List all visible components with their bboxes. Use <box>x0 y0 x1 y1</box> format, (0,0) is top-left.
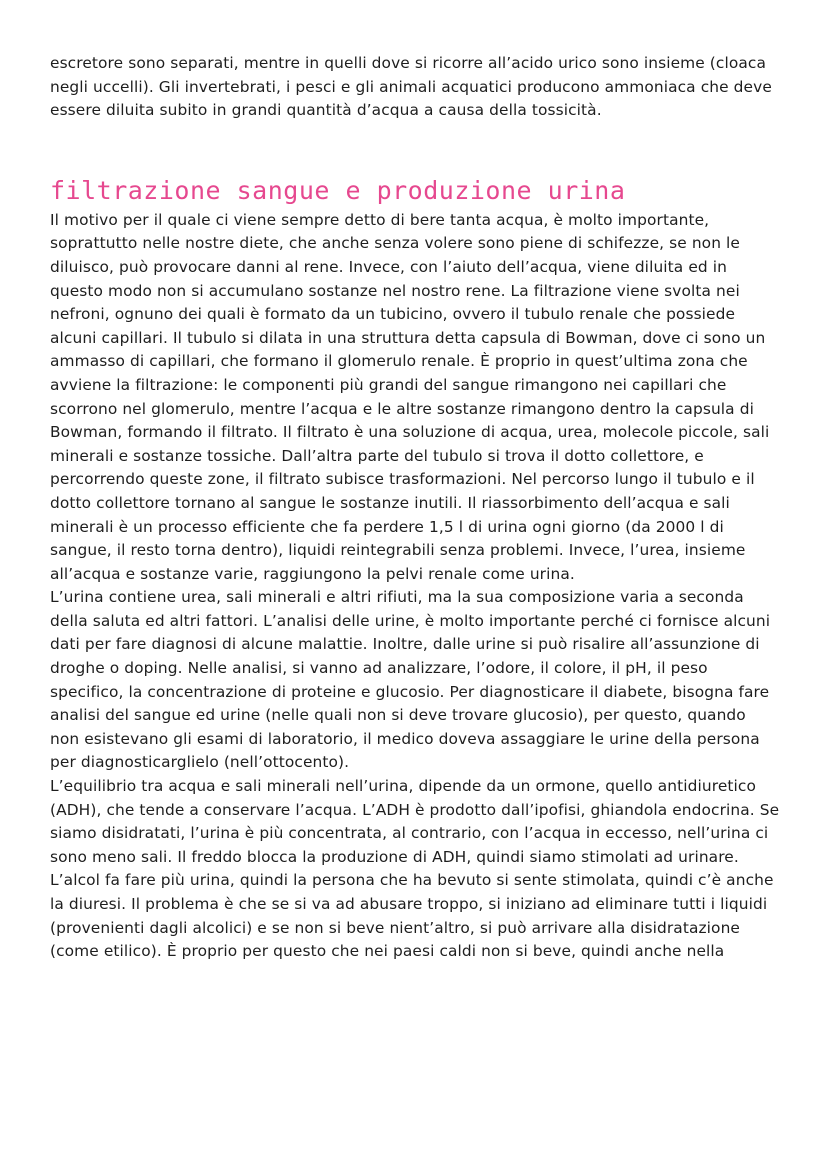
body-paragraph-urine-analysis: L’urina contiene urea, sali minerali e altri rifiuti, ma la sua composizione varia a seconda della saluta ed altri fattori. L’analisi delle urine, è molto importante perché ci fornisce alcuni dati per fare diagnosi di alcune malattie. Inoltre, dalle urine si può risalire all’assunzione di droghe o doping. Nelle analisi, si vanno ad analizzare, l’odore, il colore, il pH, il peso specifico, la concentrazione di proteine e glucosio. Per diagnosticare il diabete, bisogna fare analisi del sangue ed urine (nelle quali non si deve trovare glucosio), per questo, quando non esistevano gli esami di laboratorio, il medico doveva assaggiare le urine della persona per diagnosticarglielo (nell’ottocento). <box>50 588 771 772</box>
document-page <box>50 52 780 964</box>
body-paragraph-adh-balance: L’equilibrio tra acqua e sali minerali nell’urina, dipende da un ormone, quello antidiuretico (ADH), che tende a conservare l’acqua. L’ADH è prodotto dall’ipofisi, ghiandola endocrina. Se siamo disidratati, l’urina è più concentrata, al contrario, con l’acqua in eccesso, nell’urina ci sono meno sali. Il freddo blocca la produzione di ADH, quindi siamo stimolati ad urinare. L’alcol fa fare più urina, quindi la persona che ha bevuto si sente stimolata, quindi c’è anche la diuresi. Il problema è che se si va ad abusare troppo, si iniziano ad eliminare tutti i liquidi (provenienti dagli alcolici) e se non si beve nient’altro, si può arrivare alla disidratazione (come etilico). È proprio per questo che nei paesi caldi non si beve, quindi anche nella <box>50 777 780 961</box>
section-heading: filtrazione sangue e produzione urina <box>50 175 626 205</box>
intro-paragraph: escretore sono separati, mentre in quelli dove si ricorre all’acido urico sono insieme (cloaca negli uccelli). Gli invertebrati, i pesci e gli animali acquatici producono ammoniaca che deve essere diluita subito in grandi quantità d’acqua a causa della tossicità. <box>50 54 772 120</box>
body-paragraph-filtration: Il motivo per il quale ci viene sempre detto di bere tanta acqua, è molto importante, soprattutto nelle nostre diete, che anche senza volere sono piene di schifezze, se non le diluisco, può provocare danni al rene. Invece, con l’aiuto dell’acqua, viene diluita ed in questo modo non si accumulano sostanze nel nostro rene. La filtrazione viene svolta nei nefroni, ognuno dei quali è formato da un tubicino, ovvero il tubulo renale che possiede alcuni capillari. Il tubulo si dilata in una struttura detta capsula di Bowman, dove ci sono un ammasso di capillari, che formano il glomerulo renale. È proprio in quest’ultima zona che avviene la filtrazione: le componenti più grandi del sangue rimangono nei capillari che scorrono nel glomerulo, mentre l’acqua e le altre sostanze rimangono dentro la capsula di Bowman, formando il filtrato. Il filtrato è una soluzione di acqua, urea, molecole piccole, sali minerali e sostanze tossiche. Dall’altra parte del tubulo si trova il dotto collettore, e percorrendo queste zone, il filtrato subisce trasformazioni. Nel percorso lungo il tubulo e il dotto collettore tornano al sangue le sostanze inutili. Il riassorbimento dell’acqua e sali minerali è un processo efficiente che fa perdere 1,5 l di urina ogni giorno (da 2000 l di sangue, il resto torna dentro), liquidi reintegrabili senza problemi. Invece, l’urea, insieme all’acqua e sostanze varie, raggiungono la pelvi renale come urina. <box>50 210 770 583</box>
